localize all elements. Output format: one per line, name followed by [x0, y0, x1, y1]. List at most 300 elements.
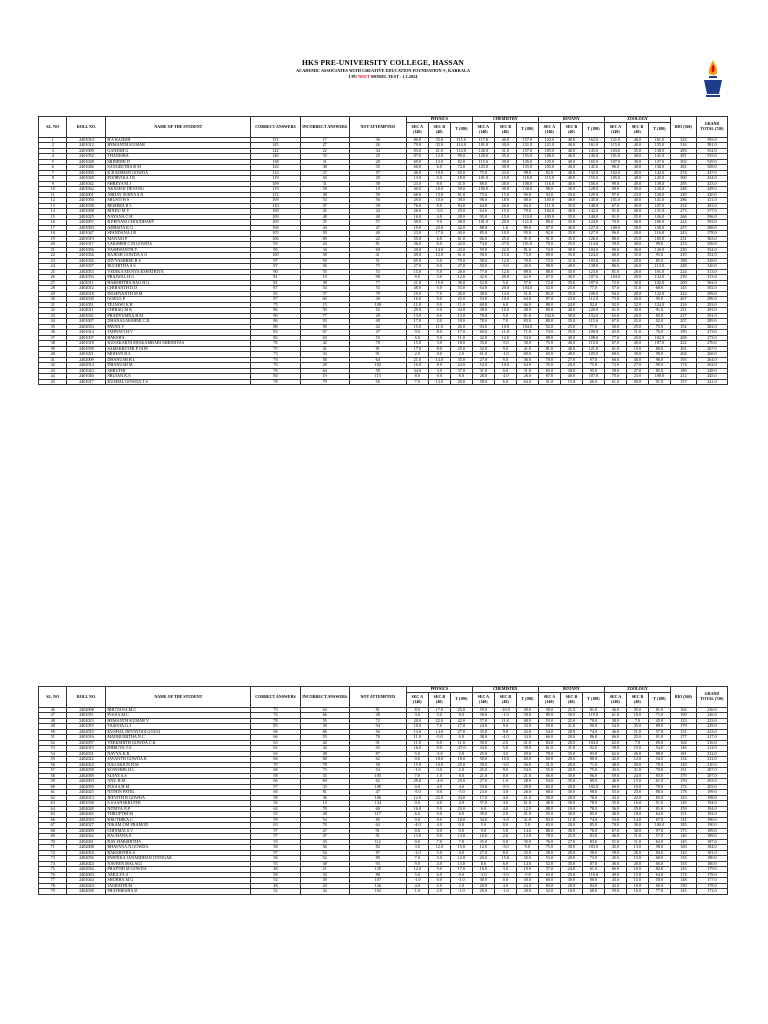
col-incorrect: INCORRECT ANSWERS — [300, 687, 349, 708]
table-cell: 204 — [670, 352, 696, 358]
table-cell: 85.0 — [648, 368, 670, 374]
table-cell: 80 — [251, 324, 300, 330]
table-cell: 2402009 — [67, 357, 106, 363]
table-cell: 39 — [39, 346, 67, 352]
table-cell: 67.0 — [538, 275, 560, 281]
table-cell: 57 — [251, 850, 300, 856]
table-cell: 101.0 — [648, 269, 670, 275]
table-cell: 85.0 — [582, 823, 604, 829]
table-cell: 30.0 — [626, 352, 648, 358]
table-cell: 12.0 — [516, 834, 538, 840]
table-cell: 92.0 — [648, 319, 670, 325]
table-cell: 107.0 — [582, 280, 604, 286]
table-cell: 2402011 — [67, 308, 106, 314]
table-cell: 103.0 — [582, 845, 604, 851]
table-cell: 217 — [670, 313, 696, 319]
table-cell: 63 — [251, 823, 300, 829]
table-cell: 109 — [251, 214, 300, 220]
table-cell: 245.0 — [696, 374, 727, 380]
table-cell: 65.0 — [648, 795, 670, 801]
table-cell: 40.0 — [560, 165, 582, 171]
table-cell: 2401042 — [67, 181, 106, 187]
table-cell: 120.0 — [472, 154, 494, 160]
table-cell: 132.0 — [648, 275, 670, 281]
table-cell: 5.0 — [406, 872, 428, 878]
table-cell: 47 — [349, 225, 406, 231]
table-cell: 14 — [300, 801, 349, 807]
result-sheet-2 — [38, 686, 728, 895]
table-cell: 56 — [251, 801, 300, 807]
table-cell: 64.0 — [648, 872, 670, 878]
table-cell: 249 — [670, 192, 696, 198]
table-cell: 90.0 — [604, 187, 626, 193]
table-cell: 156.0 — [582, 181, 604, 187]
table-cell: 8.0 — [428, 346, 450, 352]
table-cell: CHIRANTH D.D — [106, 286, 251, 292]
table-cell: 70 — [251, 762, 300, 768]
table-cell: 35.0 — [626, 724, 648, 730]
table-cell: 75 — [251, 346, 300, 352]
table-cell: 23.0 — [494, 170, 516, 176]
table-cell: 11.0 — [560, 817, 582, 823]
table-cell: 43.0 — [604, 878, 626, 884]
table-cell: 4.0 — [450, 801, 472, 807]
table-cell: 11.0 — [626, 330, 648, 336]
table-cell: 31.0 — [450, 181, 472, 187]
table-cell: 145 — [670, 889, 696, 895]
table-cell: 2402007 — [67, 220, 106, 226]
table-cell: 5 — [39, 159, 67, 165]
table-cell: 172.0 — [696, 889, 727, 895]
table-cell: 101.0 — [604, 154, 626, 160]
table-cell: 66 — [251, 757, 300, 763]
table-cell: KOWSHIK.H.L — [106, 768, 251, 774]
table-cell: 30.0 — [626, 828, 648, 834]
table-cell: 138.0 — [582, 264, 604, 270]
table-cell: 35 — [349, 165, 406, 171]
table-cell: 22 — [300, 148, 349, 154]
table-cell: 267.0 — [696, 346, 727, 352]
table-cell: 64.0 — [472, 203, 494, 209]
table-cell: 68.0 — [648, 286, 670, 292]
table-cell: 58.0 — [604, 850, 626, 856]
table-cell: 18.0 — [450, 341, 472, 347]
table-cell: 0.0 — [494, 823, 516, 829]
table-cell: 83.0 — [648, 773, 670, 779]
table-cell: RACHANA.E — [106, 834, 251, 840]
sheet-header — [38, 50, 728, 116]
table-cell: 109 — [251, 181, 300, 187]
table-cell: 46.0 — [604, 861, 626, 867]
table-cell: 145 — [670, 839, 696, 845]
table-cell: 18.0 — [626, 883, 648, 889]
table-cell: 87.0 — [582, 861, 604, 867]
table-cell: 192.0 — [696, 812, 727, 818]
table-cell: PRAJWAL H G — [106, 275, 251, 281]
table-cell: THANISHA — [106, 154, 251, 160]
table-cell: 189.0 — [696, 834, 727, 840]
table-cell: 20.0 — [560, 823, 582, 829]
table-cell: 2401038 — [67, 203, 106, 209]
table-cell: 49 — [349, 319, 406, 325]
table-cell: 68 — [39, 828, 67, 834]
table-cell: 2.0 — [494, 834, 516, 840]
table-cell: 60 — [39, 784, 67, 790]
table-cell: 81.0 — [516, 313, 538, 319]
col-bot-sec-a: SEC A (140) — [538, 122, 560, 137]
table-cell: 3 — [39, 148, 67, 154]
col-not-attempted: NOT ATTEMPTED — [349, 687, 406, 708]
table-cell: 56 — [349, 729, 406, 735]
table-cell: 87 — [251, 264, 300, 270]
table-cell: 31.0 — [560, 258, 582, 264]
table-cell: 86 — [300, 729, 349, 735]
table-cell: 54 — [300, 850, 349, 856]
table-cell: 1.0 — [494, 225, 516, 231]
table-cell: 18.0 — [494, 198, 516, 204]
table-cell: 50 — [300, 324, 349, 330]
table-cell: 2402008 — [67, 707, 106, 713]
table-cell: 35.0 — [560, 236, 582, 242]
table-cell: 121.0 — [582, 346, 604, 352]
table-cell: 23.0 — [472, 790, 494, 796]
table-cell: 193 — [670, 357, 696, 363]
table-cell: 15.0 — [406, 324, 428, 330]
table-cell: 27.0 — [450, 264, 472, 270]
table-cell: 2401010 — [67, 137, 106, 143]
table-cell: 90.0 — [582, 878, 604, 884]
table-cell: 4.0 — [428, 861, 450, 867]
table-cell: 4.0 — [428, 214, 450, 220]
table-cell: 33.0 — [472, 729, 494, 735]
table-cell: 27.0 — [472, 779, 494, 785]
table-cell: 184.0 — [696, 845, 727, 851]
table-cell: 81.0 — [450, 192, 472, 198]
table-cell: -1.0 — [406, 878, 428, 884]
table-cell: 97.0 — [648, 828, 670, 834]
table-cell: 104.0 — [516, 324, 538, 330]
table-cell: 92.0 — [538, 231, 560, 237]
table-cell: 241.0 — [696, 379, 727, 385]
table-cell: 25.0 — [626, 324, 648, 330]
table-cell: 100.0 — [604, 225, 626, 231]
table-cell: 142 — [251, 148, 300, 154]
table-cell: 105 — [251, 231, 300, 237]
table-cell: 4.0 — [450, 850, 472, 856]
table-cell: 53 — [251, 812, 300, 818]
table-cell: 216 — [670, 302, 696, 308]
table-cell: 91.0 — [604, 209, 626, 215]
table-cell: 48 — [251, 867, 300, 873]
table-cell: 283 — [670, 148, 696, 154]
table-cell: 178 — [670, 790, 696, 796]
table-cell: 48 — [300, 214, 349, 220]
table-cell: 123 — [670, 718, 696, 724]
table-cell: 66.0 — [538, 735, 560, 741]
table-cell: 33 — [39, 313, 67, 319]
table-cell: 38 — [300, 280, 349, 286]
table-cell: 40.0 — [626, 154, 648, 160]
table-cell: 16.0 — [406, 806, 428, 812]
table-cell: 433.0 — [696, 181, 727, 187]
table-cell: 114.0 — [450, 143, 472, 149]
table-cell: 66.0 — [582, 379, 604, 385]
table-cell: 2.0 — [494, 812, 516, 818]
table-cell: 131.0 — [648, 209, 670, 215]
col-phy-sec-a: SEC A (140) — [406, 122, 428, 137]
col-bot-total: T (180) — [582, 122, 604, 137]
table-cell: 140 — [251, 154, 300, 160]
table-cell: 84.0 — [450, 203, 472, 209]
table-cell: 12.0 — [450, 856, 472, 862]
table-cell: 236.0 — [696, 707, 727, 713]
table-cell: 61.0 — [648, 779, 670, 785]
table-cell: 96.0 — [648, 357, 670, 363]
table-cell: 24 — [39, 264, 67, 270]
table-cell: 12.0 — [626, 757, 648, 763]
table-cell: 112 — [251, 192, 300, 198]
table-cell: 31.0 — [560, 746, 582, 752]
table-cell: 13.0 — [450, 861, 472, 867]
table-cell: 58 — [251, 773, 300, 779]
table-cell: 2401033 — [67, 275, 106, 281]
table-cell: 142.0 — [648, 170, 670, 176]
table-cell: RESHMA R L — [106, 203, 251, 209]
table-cell: 83 — [251, 330, 300, 336]
table-cell: 88.0 — [538, 302, 560, 308]
table-cell: 0.0 — [406, 784, 428, 790]
table-cell: 36.0 — [406, 242, 428, 248]
table-cell: 24.0 — [450, 363, 472, 369]
table-cell: 3.0 — [428, 368, 450, 374]
table-cell: 62.0 — [604, 740, 626, 746]
table-cell: 0.0 — [428, 790, 450, 796]
table-cell: 127.0 — [582, 225, 604, 231]
table-cell: 19.0 — [516, 867, 538, 873]
table-cell: -27.0 — [450, 746, 472, 752]
table-cell: 115.0 — [450, 137, 472, 143]
table-cell: 9.0 — [494, 724, 516, 730]
table-cell: 16.0 — [406, 297, 428, 303]
table-cell: 207 — [670, 319, 696, 325]
col-chem-sec-a: SEC A (140) — [472, 692, 494, 707]
table-cell: 92.0 — [582, 746, 604, 752]
table-cell: SUJAY.A.S — [106, 773, 251, 779]
table-cell: 138 — [251, 159, 300, 165]
table-cell: 2402042 — [67, 834, 106, 840]
table-cell: 80.0 — [582, 757, 604, 763]
table-cell: 35.0 — [516, 839, 538, 845]
table-cell: 25.0 — [472, 751, 494, 757]
table-cell: 102 — [349, 363, 406, 369]
table-cell: 179 — [670, 773, 696, 779]
table-cell: 72.0 — [538, 280, 560, 286]
table-cell: 223.0 — [696, 729, 727, 735]
table-cell: 30.0 — [626, 280, 648, 286]
table-cell: 230 — [670, 247, 696, 253]
table-cell: 136.0 — [648, 165, 670, 171]
table-cell: 54.0 — [648, 746, 670, 752]
table-cell: LAKSHMI C M GOWDA — [106, 242, 251, 248]
table-cell: 44 — [349, 209, 406, 215]
table-cell: 35.0 — [560, 214, 582, 220]
table-cell: 2401031 — [67, 313, 106, 319]
table-cell: 93 — [251, 242, 300, 248]
table-cell: 3.0 — [406, 845, 428, 851]
table-cell: 81 — [349, 346, 406, 352]
table-cell: 78.0 — [472, 313, 494, 319]
table-cell: 40.0 — [560, 143, 582, 149]
table-cell: 64 — [300, 707, 349, 713]
table-cell: 85 — [251, 724, 300, 730]
table-cell: 2401003 — [67, 225, 106, 231]
table-cell: 79.0 — [516, 209, 538, 215]
table-cell: 63 — [251, 740, 300, 746]
table-cell: 40 — [349, 214, 406, 220]
table-cell: 102.0 — [648, 280, 670, 286]
table-cell: 70.0 — [538, 357, 560, 363]
table-cell: 8.0 — [450, 713, 472, 719]
table-cell: 65.0 — [538, 823, 560, 829]
table-cell: 13.0 — [428, 379, 450, 385]
table-cell: 60.0 — [538, 757, 560, 763]
table-cell: 47 — [300, 203, 349, 209]
table-cell: 52 — [251, 889, 300, 895]
table-cell: 18.0 — [626, 812, 648, 818]
table-cell: 40.0 — [560, 154, 582, 160]
table-cell: 78.0 — [582, 806, 604, 812]
table-cell: 59 — [251, 817, 300, 823]
table-cell: 57.0 — [648, 834, 670, 840]
table-cell: -5.0 — [494, 264, 516, 270]
table-cell: 2401037 — [67, 335, 106, 341]
table-cell: 115.0 — [538, 176, 560, 182]
table-cell: 54 — [349, 768, 406, 774]
table-cell: 27 — [39, 280, 67, 286]
table-cell: 50.0 — [472, 264, 494, 270]
table-cell: 80.0 — [648, 346, 670, 352]
table-cell: 91 — [349, 828, 406, 834]
table-cell: 24.0 — [516, 883, 538, 889]
table-cell: 145 — [251, 143, 300, 149]
table-cell: 30.0 — [626, 308, 648, 314]
table-cell: 98.0 — [538, 264, 560, 270]
table-cell: 45.0 — [604, 856, 626, 862]
table-cell: 2402015 — [67, 746, 106, 752]
table-cell: RAKSHA — [106, 335, 251, 341]
col-chemistry: CHEMISTRY — [472, 117, 538, 123]
table-cell: 8.0 — [428, 181, 450, 187]
table-cell: 138.0 — [648, 148, 670, 154]
table-cell: 8.0 — [450, 773, 472, 779]
table-cell: 2402041 — [67, 839, 106, 845]
table-cell: 81.0 — [582, 707, 604, 713]
table-cell: 76 — [349, 735, 406, 741]
table-cell: 19.0 — [406, 291, 428, 297]
table-cell: 141 — [670, 817, 696, 823]
table-cell: 6.0 — [406, 812, 428, 818]
table-cell: 20.0 — [560, 363, 582, 369]
table-cell: ANU.H.M — [106, 779, 251, 785]
table-cell: 77.0 — [604, 335, 626, 341]
table-cell: 20.0 — [560, 768, 582, 774]
table-cell: 88.0 — [538, 269, 560, 275]
table-cell: 58.0 — [472, 379, 494, 385]
table-cell: 75.0 — [538, 845, 560, 851]
table-cell: 31 — [300, 181, 349, 187]
table-cell: 52.0 — [538, 286, 560, 292]
table-cell: 6.0 — [428, 872, 450, 878]
table-cell: 95.0 — [516, 231, 538, 237]
table-cell: 31.0 — [472, 368, 494, 374]
table-cell: 27.0 — [626, 363, 648, 369]
table-cell: 104.0 — [516, 286, 538, 292]
table-cell: 2402023 — [67, 718, 106, 724]
table-cell: 28 — [300, 812, 349, 818]
table-cell: 72.0 — [538, 258, 560, 264]
table-cell: HARSHITHA RAO H G — [106, 280, 251, 286]
table-cell: 9.0 — [450, 872, 472, 878]
table-cell: 61.0 — [604, 308, 626, 314]
table-cell: 55 — [300, 269, 349, 275]
table-cell: 16.0 — [472, 867, 494, 873]
table-cell: 2401016 — [67, 735, 106, 741]
table-cell: 108 — [349, 302, 406, 308]
table-cell: 35.0 — [428, 137, 450, 143]
table-cell: 73 — [251, 707, 300, 713]
table-cell: 58 — [300, 187, 349, 193]
table-cell: 59.0 — [604, 773, 626, 779]
table-cell: 9.0 — [406, 275, 428, 281]
table-cell: 134 — [349, 801, 406, 807]
table-cell: 97 — [251, 258, 300, 264]
table-cell: 35.0 — [428, 143, 450, 149]
table-cell: 19.0 — [406, 225, 428, 231]
table-cell: 30.0 — [626, 762, 648, 768]
table-cell: 22.0 — [494, 247, 516, 253]
col-zoo-sec-a: SEC A (140) — [604, 122, 626, 137]
table-cell: 36.0 — [516, 357, 538, 363]
table-cell: 62.0 — [604, 751, 626, 757]
table-cell: 85.0 — [472, 231, 494, 237]
table-cell: 72.0 — [604, 363, 626, 369]
table-cell: 2401008 — [67, 209, 106, 215]
table-cell: 12.0 — [428, 154, 450, 160]
table-cell: 7.0 — [406, 773, 428, 779]
table-cell: 40.0 — [626, 341, 648, 347]
table-cell: 57.0 — [516, 280, 538, 286]
table-cell: 2401044 — [67, 878, 106, 884]
table-cell: 428.0 — [696, 187, 727, 193]
table-cell: 48.0 — [538, 801, 560, 807]
table-cell: 21.0 — [406, 357, 428, 363]
table-cell: 49 — [349, 297, 406, 303]
table-cell: 302 — [670, 159, 696, 165]
table-cell: 2.0 — [428, 319, 450, 325]
table-cell: 33 — [300, 198, 349, 204]
table-cell: 266 — [670, 214, 696, 220]
table-cell: 79 — [349, 291, 406, 297]
table-cell: 74.0 — [538, 247, 560, 253]
table-cell: 146 — [670, 746, 696, 752]
table-cell: 25.0 — [626, 335, 648, 341]
table-cell: 2401014 — [67, 330, 106, 336]
table-cell: 15.0 — [626, 746, 648, 752]
table-cell: 67.0 — [604, 341, 626, 347]
table-cell: 7 — [39, 170, 67, 176]
table-cell: 58.0 — [648, 878, 670, 884]
table-cell: 64.0 — [516, 297, 538, 303]
